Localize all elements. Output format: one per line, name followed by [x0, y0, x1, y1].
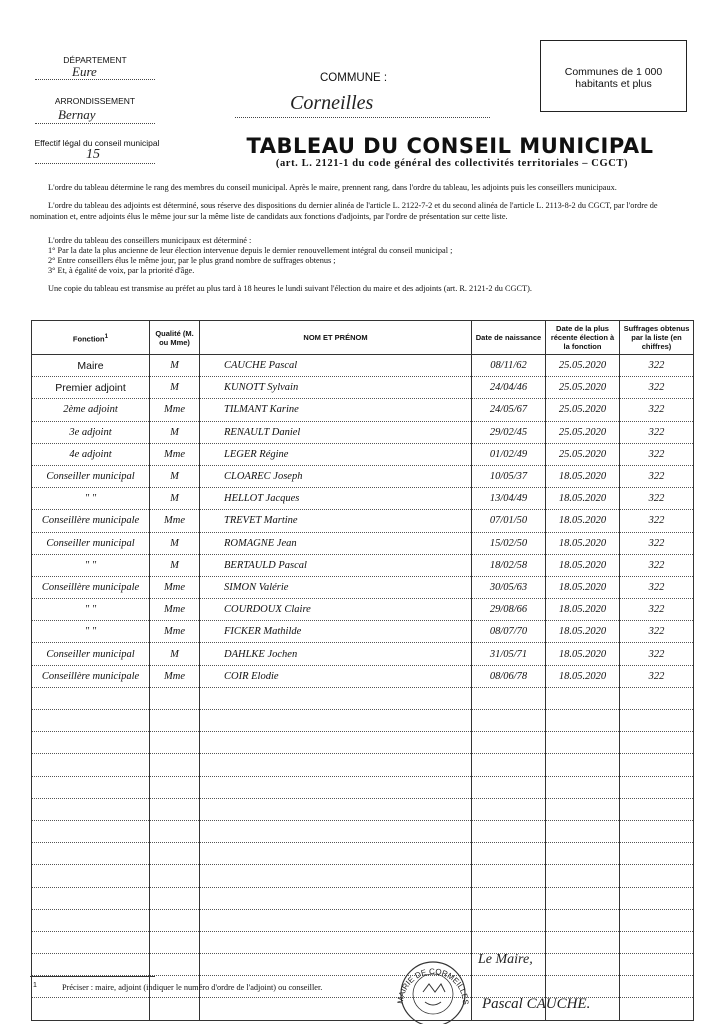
- cell-naissance: 24/05/67: [472, 399, 546, 421]
- col-header-nom: NOM ET PRÉNOM: [200, 321, 472, 355]
- cell-naissance: 29/02/45: [472, 421, 546, 443]
- cell-naissance: [472, 820, 546, 842]
- cell-fonction: Conseiller municipal: [32, 643, 150, 665]
- table-row: [32, 843, 694, 865]
- cell-suffrages: 322: [620, 399, 694, 421]
- stamp-text: MAIRIE DE CORMEILLES: [395, 966, 471, 1005]
- cell-suffrages: [620, 909, 694, 931]
- cell-election: 18.05.2020: [546, 532, 620, 554]
- table-row: [32, 998, 694, 1020]
- cell-fonction: [32, 843, 150, 865]
- cell-naissance: 31/05/71: [472, 643, 546, 665]
- cell-fonction: " ": [32, 488, 150, 510]
- cell-nom: [200, 820, 472, 842]
- commune-label: COMMUNE :: [320, 72, 388, 84]
- cell-nom: KUNOTT Sylvain: [200, 377, 472, 399]
- cell-election: [546, 687, 620, 709]
- cell-suffrages: 322: [620, 599, 694, 621]
- cell-fonction: 4e adjoint: [32, 443, 150, 465]
- footnote-mark: 1: [33, 982, 37, 989]
- cell-qualite: M: [150, 355, 200, 377]
- cell-fonction: Conseiller municipal: [32, 465, 150, 487]
- cell-suffrages: 322: [620, 532, 694, 554]
- cell-qualite: Mme: [150, 443, 200, 465]
- cell-suffrages: 322: [620, 510, 694, 532]
- table-row: [32, 865, 694, 887]
- cell-election: [546, 754, 620, 776]
- cell-nom: CAUCHE Pascal: [200, 355, 472, 377]
- cell-fonction: Conseillère municipale: [32, 665, 150, 687]
- cell-suffrages: [620, 798, 694, 820]
- mairie-stamp: [393, 952, 473, 1024]
- cell-qualite: Mme: [150, 576, 200, 598]
- cell-naissance: [472, 732, 546, 754]
- cell-naissance: [472, 976, 546, 998]
- cell-fonction: " ": [32, 554, 150, 576]
- table-row: [32, 887, 694, 909]
- cell-qualite: M: [150, 532, 200, 554]
- cell-naissance: [472, 754, 546, 776]
- cell-fonction: [32, 954, 150, 976]
- cell-naissance: 13/04/49: [472, 488, 546, 510]
- table-row: [32, 909, 694, 931]
- cell-qualite: M: [150, 465, 200, 487]
- cell-election: 18.05.2020: [546, 643, 620, 665]
- table-row: [32, 754, 694, 776]
- col-header-fonction: Fonction$^1$: [32, 321, 150, 355]
- cell-election: 18.05.2020: [546, 488, 620, 510]
- cell-naissance: [472, 843, 546, 865]
- table-row: [32, 643, 694, 665]
- col-header-suffrages: Suffrages obtenus par la liste (en chiffres): [620, 321, 694, 355]
- cell-election: [546, 954, 620, 976]
- cell-suffrages: 322: [620, 443, 694, 465]
- cell-election: [546, 843, 620, 865]
- cell-suffrages: 322: [620, 465, 694, 487]
- cell-suffrages: [620, 732, 694, 754]
- cell-qualite: Mme: [150, 599, 200, 621]
- arrondissement-label: ARRONDISSEMENT: [54, 96, 136, 106]
- cell-qualite: [150, 687, 200, 709]
- cell-suffrages: 322: [620, 554, 694, 576]
- cell-nom: LEGER Régine: [200, 443, 472, 465]
- cell-fonction: 3e adjoint: [32, 421, 150, 443]
- table-row: [32, 776, 694, 798]
- cell-suffrages: [620, 887, 694, 909]
- table-row: [32, 443, 694, 465]
- cell-nom: [200, 687, 472, 709]
- cell-fonction: [32, 732, 150, 754]
- arrondissement-value: Bernay: [58, 107, 96, 122]
- cell-qualite: [150, 820, 200, 842]
- cell-qualite: [150, 909, 200, 931]
- cell-election: [546, 776, 620, 798]
- cell-fonction: [32, 820, 150, 842]
- signature-name: Pascal CAUCHE.: [482, 996, 591, 1012]
- cell-election: [546, 820, 620, 842]
- cell-nom: COURDOUX Claire: [200, 599, 472, 621]
- cell-election: 25.05.2020: [546, 399, 620, 421]
- effectif-line: [35, 163, 155, 164]
- cell-qualite: M: [150, 643, 200, 665]
- cell-suffrages: [620, 776, 694, 798]
- cell-suffrages: [620, 710, 694, 732]
- departement-line: [35, 79, 155, 80]
- table-row: [32, 377, 694, 399]
- cell-election: 25.05.2020: [546, 377, 620, 399]
- cell-fonction: [32, 931, 150, 953]
- cell-fonction: " ": [32, 621, 150, 643]
- cell-qualite: [150, 754, 200, 776]
- cell-naissance: 08/11/62: [472, 355, 546, 377]
- cell-suffrages: [620, 976, 694, 998]
- cell-nom: [200, 865, 472, 887]
- adjoints-paragraph: L'ordre du tableau des adjoints est déterminé, sous réserve des dispositions du dernier alinéa de l'article L. 2122-7-2 et du second alinéa de l'article L. 2113-8-2 du CGCT, par l'ordre de nomination et, entre adjoints élus le même jour sur la même liste de candidats aux fonctions d'adjoints, par l'ordre de présentation sur cette liste.: [30, 201, 658, 221]
- cell-qualite: [150, 931, 200, 953]
- cell-nom: COIR Elodie: [200, 665, 472, 687]
- cell-naissance: [472, 865, 546, 887]
- table-header-row: [32, 321, 694, 355]
- cell-fonction: [32, 776, 150, 798]
- cell-suffrages: 322: [620, 643, 694, 665]
- table-row: [32, 532, 694, 554]
- signature-title: Le Maire,: [478, 952, 533, 967]
- cell-election: 18.05.2020: [546, 621, 620, 643]
- cell-qualite: [150, 798, 200, 820]
- cell-fonction: [32, 865, 150, 887]
- cell-naissance: 07/01/50: [472, 510, 546, 532]
- cell-naissance: 24/04/46: [472, 377, 546, 399]
- cell-qualite: [150, 998, 200, 1020]
- cell-nom: TREVET Martine: [200, 510, 472, 532]
- cell-nom: [200, 732, 472, 754]
- col-header-election: Date de la plus récente élection à la fonction: [546, 321, 620, 355]
- cell-qualite: M: [150, 377, 200, 399]
- col-header-naissance: Date de naissance: [472, 321, 546, 355]
- cell-suffrages: 322: [620, 488, 694, 510]
- rule-2: 2° Entre conseillers élus le même jour, par le plus grand nombre de suffrages obtenus ;: [48, 256, 336, 265]
- table-row: [32, 931, 694, 953]
- cell-nom: [200, 798, 472, 820]
- council-table: [31, 320, 694, 1021]
- cell-fonction: Conseillère municipale: [32, 576, 150, 598]
- cell-suffrages: [620, 843, 694, 865]
- cell-nom: [200, 710, 472, 732]
- cell-qualite: M: [150, 421, 200, 443]
- table-row: [32, 510, 694, 532]
- cell-qualite: [150, 776, 200, 798]
- table-row: [32, 820, 694, 842]
- cell-naissance: 30/05/63: [472, 576, 546, 598]
- table-row: [32, 465, 694, 487]
- cell-fonction: [32, 998, 150, 1020]
- cell-qualite: Mme: [150, 665, 200, 687]
- table-row: [32, 576, 694, 598]
- table-row: [32, 665, 694, 687]
- cell-election: 18.05.2020: [546, 576, 620, 598]
- cell-fonction: [32, 754, 150, 776]
- category-box: [540, 40, 687, 112]
- footnote-ref: 1: [104, 332, 109, 340]
- cell-nom: [200, 909, 472, 931]
- cell-qualite: Mme: [150, 510, 200, 532]
- cell-suffrages: 322: [620, 665, 694, 687]
- cell-suffrages: [620, 754, 694, 776]
- cell-election: 18.05.2020: [546, 665, 620, 687]
- cell-fonction: Maire: [32, 355, 150, 377]
- cell-nom: [200, 754, 472, 776]
- cell-nom: FICKER Mathilde: [200, 621, 472, 643]
- cell-nom: BERTAULD Pascal: [200, 554, 472, 576]
- cell-election: [546, 887, 620, 909]
- cell-qualite: [150, 887, 200, 909]
- cell-suffrages: 322: [620, 421, 694, 443]
- cell-election: [546, 732, 620, 754]
- cell-qualite: M: [150, 488, 200, 510]
- cell-qualite: [150, 710, 200, 732]
- cell-naissance: [472, 687, 546, 709]
- cell-nom: ROMAGNE Jean: [200, 532, 472, 554]
- cell-naissance: 08/06/78: [472, 665, 546, 687]
- table-row: [32, 621, 694, 643]
- cell-election: [546, 976, 620, 998]
- col-header-qualite: Qualité (M. ou Mme): [150, 321, 200, 355]
- cell-suffrages: 322: [620, 621, 694, 643]
- cell-qualite: [150, 954, 200, 976]
- commune-value: Corneilles: [290, 92, 374, 114]
- table-row: [32, 399, 694, 421]
- table-row: [32, 355, 694, 377]
- footnote-text: Préciser : maire, adjoint (indiquer le numéro d'ordre de l'adjoint) ou conseiller.: [62, 983, 323, 992]
- cell-naissance: 18/02/58: [472, 554, 546, 576]
- cell-nom: DAHLKE Jochen: [200, 643, 472, 665]
- cell-naissance: 15/02/50: [472, 532, 546, 554]
- cell-fonction: 2ème adjoint: [32, 399, 150, 421]
- cell-naissance: [472, 909, 546, 931]
- conseillers-paragraph: L'ordre du tableau des conseillers municipaux est déterminé :: [48, 236, 252, 245]
- cell-fonction: Conseiller municipal: [32, 532, 150, 554]
- departement-value: Eure: [72, 64, 97, 79]
- cell-fonction: [32, 687, 150, 709]
- cell-qualite: [150, 865, 200, 887]
- rule-1: 1° Par la date la plus ancienne de leur élection intervenue depuis le dernier renouvellement intégral du conseil municipal ;: [48, 246, 453, 255]
- cell-naissance: 01/02/49: [472, 443, 546, 465]
- cell-qualite: M: [150, 554, 200, 576]
- cell-suffrages: [620, 820, 694, 842]
- cell-election: [546, 798, 620, 820]
- cell-suffrages: [620, 687, 694, 709]
- page-title: TABLEAU DU CONSEIL MUNICIPAL: [246, 134, 654, 158]
- cell-qualite: [150, 732, 200, 754]
- footnote-rule: [30, 976, 155, 977]
- cell-qualite: [150, 843, 200, 865]
- table-row: [32, 554, 694, 576]
- intro-paragraph: L'ordre du tableau détermine le rang des membres du conseil municipal. Après le maire, prennent rang, dans l'ordre du tableau, les adjoints puis les conseillers municipaux.: [48, 183, 617, 192]
- cell-fonction: Premier adjoint: [32, 377, 150, 399]
- cell-election: [546, 909, 620, 931]
- cell-election: [546, 710, 620, 732]
- cell-election: 18.05.2020: [546, 465, 620, 487]
- cell-nom: HELLOT Jacques: [200, 488, 472, 510]
- cell-suffrages: 322: [620, 576, 694, 598]
- cell-suffrages: [620, 931, 694, 953]
- cell-nom: RENAULT Daniel: [200, 421, 472, 443]
- cell-qualite: Mme: [150, 621, 200, 643]
- cell-election: [546, 865, 620, 887]
- cell-election: 18.05.2020: [546, 510, 620, 532]
- cell-nom: [200, 843, 472, 865]
- effectif-value: 15: [86, 147, 100, 162]
- commune-line: [235, 117, 490, 118]
- cell-naissance: 08/07/70: [472, 621, 546, 643]
- cell-qualite: Mme: [150, 399, 200, 421]
- table-row: [32, 599, 694, 621]
- cell-suffrages: 322: [620, 355, 694, 377]
- cell-naissance: [472, 776, 546, 798]
- page-subtitle: (art. L. 2121-1 du code général des collectivités territoriales – CGCT): [275, 158, 629, 169]
- category-box-text: Communes de 1 000 habitants et plus: [564, 66, 663, 90]
- cell-nom: [200, 887, 472, 909]
- cell-naissance: 29/08/66: [472, 599, 546, 621]
- cell-nom: CLOAREC Joseph: [200, 465, 472, 487]
- cell-naissance: [472, 710, 546, 732]
- table-row: [32, 421, 694, 443]
- cell-election: 25.05.2020: [546, 421, 620, 443]
- cell-election: 18.05.2020: [546, 554, 620, 576]
- cell-suffrages: [620, 998, 694, 1020]
- svg-text:MAIRIE DE CORMEILLES: [396, 967, 470, 1005]
- cell-fonction: [32, 710, 150, 732]
- table-row: [32, 732, 694, 754]
- cell-fonction: [32, 798, 150, 820]
- table-row: [32, 710, 694, 732]
- cell-fonction: [32, 887, 150, 909]
- cell-fonction: [32, 909, 150, 931]
- table-row: [32, 798, 694, 820]
- cell-suffrages: 322: [620, 377, 694, 399]
- table-row: [32, 954, 694, 976]
- cell-nom: TILMANT Karine: [200, 399, 472, 421]
- arrondissement-line: [35, 123, 155, 124]
- table-row: [32, 687, 694, 709]
- copy-paragraph: Une copie du tableau est transmise au préfet au plus tard à 18 heures le lundi suivant l'élection du maire et des adjoints (art. R. 2121-2 du CGCT).: [48, 284, 532, 293]
- cell-election: [546, 931, 620, 953]
- rule-3: 3° Et, à égalité de voix, par la priorité d'âge.: [48, 266, 195, 275]
- effectif-label: Effectif légal du conseil municipal: [34, 138, 160, 148]
- cell-election: 25.05.2020: [546, 443, 620, 465]
- cell-nom: [200, 776, 472, 798]
- cell-election: 18.05.2020: [546, 599, 620, 621]
- cell-naissance: [472, 887, 546, 909]
- cell-naissance: 10/05/37: [472, 465, 546, 487]
- cell-nom: [200, 931, 472, 953]
- cell-fonction: " ": [32, 599, 150, 621]
- table-row: [32, 488, 694, 510]
- cell-suffrages: [620, 865, 694, 887]
- cell-fonction: Conseillère municipale: [32, 510, 150, 532]
- cell-suffrages: [620, 954, 694, 976]
- cell-election: 25.05.2020: [546, 355, 620, 377]
- departement-label: DÉPARTEMENT: [63, 55, 127, 65]
- cell-naissance: [472, 931, 546, 953]
- cell-naissance: [472, 798, 546, 820]
- cell-nom: SIMON Valérie: [200, 576, 472, 598]
